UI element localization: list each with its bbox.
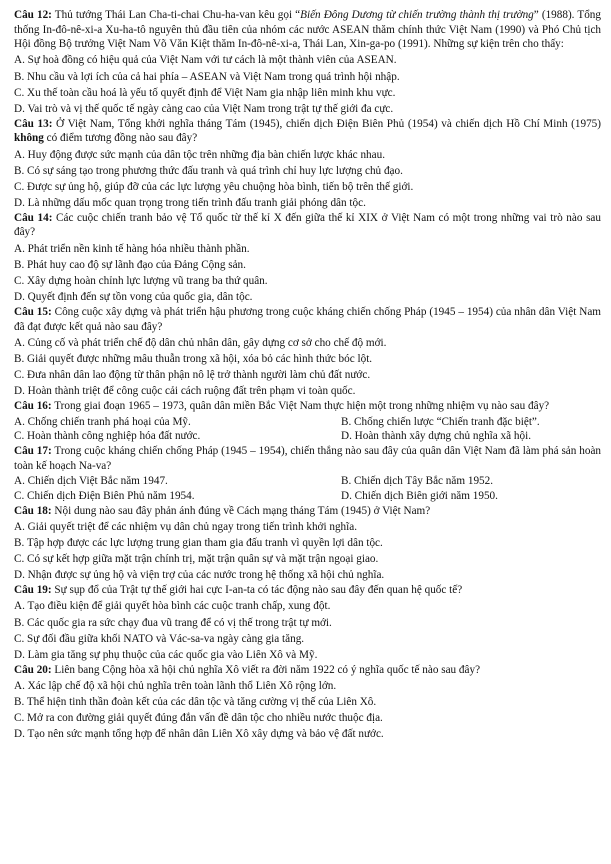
question-text: có điểm tương đồng nào sau đây? xyxy=(43,132,198,145)
question-number: Câu 16: xyxy=(14,400,52,413)
option-b: B. Chống chiến lược “Chiến tranh đặc biệt”. xyxy=(341,415,540,428)
option-c: C. Đưa nhân dân lao động từ thân phận nô lệ trở thành người làm chủ đất nước. xyxy=(14,369,371,382)
option-b: B. Chiến dịch Tây Bắc năm 1952. xyxy=(341,475,494,488)
question-number: Câu 15: xyxy=(14,305,52,318)
question-quote: Biến Đông Dương từ chiến trường thành thị trường xyxy=(300,9,534,21)
question-19-stem xyxy=(14,583,601,598)
question-17-stem xyxy=(14,444,601,473)
option-c: C. Mở ra con đường giải quyết đúng đắn vấn đề dân tộc cho nhiều nước thuộc địa. xyxy=(14,712,383,725)
question-19 xyxy=(14,583,601,662)
question-17 xyxy=(14,444,601,503)
option-d: D. Quyết định đến sự tồn vong của quốc gia, dân tộc. xyxy=(14,291,253,304)
option-a: A. Xác lập chế độ xã hội chủ nghĩa trên toàn lãnh thổ Liên Xô rộng lớn. xyxy=(14,679,337,692)
option-b: B. Thể hiện tinh thần đoàn kết của các dân tộc và tăng cường vị thế của Liên Xô. xyxy=(14,696,377,709)
option-d: D. Chiến dịch Biên giới năm 1950. xyxy=(341,489,498,502)
question-13 xyxy=(14,117,601,211)
option-c: C. Xu thế toàn cầu hoá là yếu tố quyết định để Việt Nam gia nhập liên minh khu vực. xyxy=(14,86,396,99)
question-text: Liên bang Cộng hòa xã hội chủ nghĩa Xô viết ra đời năm 1922 có ý nghĩa quốc tế nào sau đây? xyxy=(51,663,481,676)
question-19-options xyxy=(14,599,601,662)
option-d: D. Nhận được sự ủng hộ và viện trợ của các nước trong hệ thống xã hội chủ nghĩa. xyxy=(14,569,385,582)
question-18 xyxy=(14,504,601,583)
question-17-options xyxy=(14,474,601,503)
question-text: Ở Việt Nam, Tổng khởi nghĩa tháng Tám (1945), chiến dịch Điện Biên Phủ (1954) và chiến dịch Hồ Chí Minh (1975) xyxy=(52,117,601,130)
option-a: A. Huy động được sức mạnh của dân tộc trên những địa bàn chiến lược khác nhau. xyxy=(14,148,385,161)
question-16-stem xyxy=(14,399,601,414)
option-c: C. Chiến dịch Điện Biên Phủ năm 1954. xyxy=(14,489,195,502)
question-text: Trong giai đoạn 1965 – 1973, quân dân miền Bắc Việt Nam thực hiện một trong những nhiệm vụ nào sau đây? xyxy=(51,400,550,413)
question-15-options xyxy=(14,336,601,399)
question-text: Nội dung nào sau đây phản ánh đúng về Cách mạng tháng Tám (1945) ở Việt Nam? xyxy=(51,504,431,517)
option-a: A. Phát triển nền kinh tế hàng hóa nhiều thành phần. xyxy=(14,242,250,255)
option-b: B. Các quốc gia ra sức chạy đua vũ trang để có vị thế trong trật tự mới. xyxy=(14,616,332,629)
option-a: A. Chiến dịch Việt Bắc năm 1947. xyxy=(14,475,168,488)
question-number: Câu 17: xyxy=(14,445,52,458)
question-15 xyxy=(14,305,601,399)
option-b: B. Giải quyết được những mâu thuẫn trong xã hội, xóa bỏ các hình thức bóc lột. xyxy=(14,352,373,365)
question-20 xyxy=(14,663,601,742)
question-12-options xyxy=(14,53,601,116)
question-12 xyxy=(14,8,601,117)
question-18-stem xyxy=(14,504,601,519)
question-number: Câu 13: xyxy=(14,117,53,130)
option-d: D. Làm gia tăng sự phụ thuộc của các quốc gia vào Liên Xô và Mỹ. xyxy=(14,648,318,661)
option-a: A. Sự hoà đồng có hiệu quả của Việt Nam với tư cách là một thành viên của ASEAN. xyxy=(14,54,397,67)
question-13-options xyxy=(14,148,601,211)
option-b: B. Tập hợp được các lực lượng trung gian tham gia đấu tranh vì quyền lợi dân tộc. xyxy=(14,537,383,549)
option-c: C. Sự đối đầu giữa khối NATO và Vác-sa-va ngày càng gia tăng. xyxy=(14,632,305,645)
option-b: B. Nhu cầu và lợi ích của cả hai phía – ASEAN và Việt Nam trong quá trình hội nhập. xyxy=(14,70,400,83)
question-20-stem xyxy=(14,663,601,678)
question-number: Câu 20: xyxy=(14,663,52,676)
option-a: A. Giải quyết triệt để các nhiệm vụ dân chủ ngay trong tiến trình khởi nghĩa. xyxy=(14,520,358,533)
question-text: ” (1988). Tổng thống In-đô-nê-xi-a Xu-ha-tô nguyên thủ đầu tiên của nhóm các nước ASEAN thăm chính thức Việt Nam (1990) và Phó Chủ tịch Hội đồng Bộ trưởng Việt Nam Võ Văn Kiệt thăm In-đô-nê-xi-a, Thái Lan, Xin-ga-po (1991). Những sự kiện trên cho thấy: xyxy=(14,9,601,51)
option-b: B. Có sự sáng tạo trong phương thức đấu tranh và quá trình chỉ huy lực lượng chủ đạo. xyxy=(14,164,403,177)
option-a: A. Tạo điều kiện để giải quyết hòa bình các cuộc tranh chấp, xung đột. xyxy=(14,600,331,613)
question-14 xyxy=(14,211,601,305)
option-d: D. Là những dấu mốc quan trọng trong tiến trình đấu tranh giải phóng dân tộc. xyxy=(14,197,366,210)
question-emphasis: không xyxy=(14,132,44,145)
option-d: D. Tạo nên sức mạnh tổng hợp để nhân dân Liên Xô xây dựng và bảo vệ đất nước. xyxy=(14,728,384,741)
question-number: Câu 18: xyxy=(14,504,52,517)
option-c: C. Có sự kết hợp giữa mặt trận chính trị, mặt trận quân sự và mặt trận ngoại giao. xyxy=(14,553,379,566)
question-14-options xyxy=(14,242,601,305)
question-number: Câu 12: xyxy=(14,9,52,21)
question-text: Các cuộc chiến tranh bảo vệ Tổ quốc từ thế kỉ X đến giữa thế kỉ XIX ở Việt Nam có một trong những vai trò nào sau đây? xyxy=(14,211,601,239)
question-text: Công cuộc xây dựng và phát triển hậu phương trong cuộc kháng chiến chống Pháp (1945 – 1954) của nhân dân Việt Nam đã đạt được kết quả nào sau đây? xyxy=(14,305,602,333)
option-d: D. Hoàn thành triệt để công cuộc cải cách ruộng đất trên phạm vi toàn quốc. xyxy=(14,385,356,398)
question-18-options xyxy=(14,520,601,583)
question-number: Câu 14: xyxy=(14,211,53,224)
question-12-stem xyxy=(14,8,601,52)
question-text: Trong cuộc kháng chiến chống Pháp (1945 – 1954), chiến thắng nào sau đây của quân dân Việt Nam đã làm phá sản hoàn toàn kế hoạch Na-va? xyxy=(14,445,602,472)
option-b: B. Phát huy cao độ sự lãnh đạo của Đảng Cộng sản. xyxy=(14,258,246,271)
question-text: Thủ tướng Thái Lan Cha-ti-chai Chu-ha-van kêu gọi “ xyxy=(51,9,301,21)
question-15-stem xyxy=(14,305,601,334)
option-c: C. Xây dựng hoàn chỉnh lực lượng vũ trang ba thứ quân. xyxy=(14,275,268,287)
question-text: Sự sụp đổ của Trật tự thế giới hai cực I-an-ta có tác động nào sau đây đến quan hệ quốc tế? xyxy=(51,584,463,597)
option-c: C. Hoàn thành công nghiệp hóa đất nước. xyxy=(14,430,201,443)
option-a: A. Chống chiến tranh phá hoại của Mỹ. xyxy=(14,415,191,428)
option-c: C. Được sự ủng hộ, giúp đỡ của các lực lượng yêu chuộng hòa bình, tiến bộ trên thế giới. xyxy=(14,180,414,193)
question-14-stem xyxy=(14,211,601,240)
option-d: D. Hoàn thành xây dựng chủ nghĩa xã hội. xyxy=(341,430,531,443)
question-number: Câu 19: xyxy=(14,584,52,597)
question-16 xyxy=(14,399,601,444)
option-d: D. Vai trò và vị thế quốc tế ngày càng cao của Việt Nam trong trật tự thế giới đa cực. xyxy=(14,102,394,115)
option-a: A. Củng cố và phát triển chế độ dân chủ nhân dân, gây dựng cơ sở cho chế độ mới. xyxy=(14,336,387,349)
question-20-options xyxy=(14,679,601,742)
question-16-options xyxy=(14,415,601,444)
question-13-stem xyxy=(14,117,601,146)
